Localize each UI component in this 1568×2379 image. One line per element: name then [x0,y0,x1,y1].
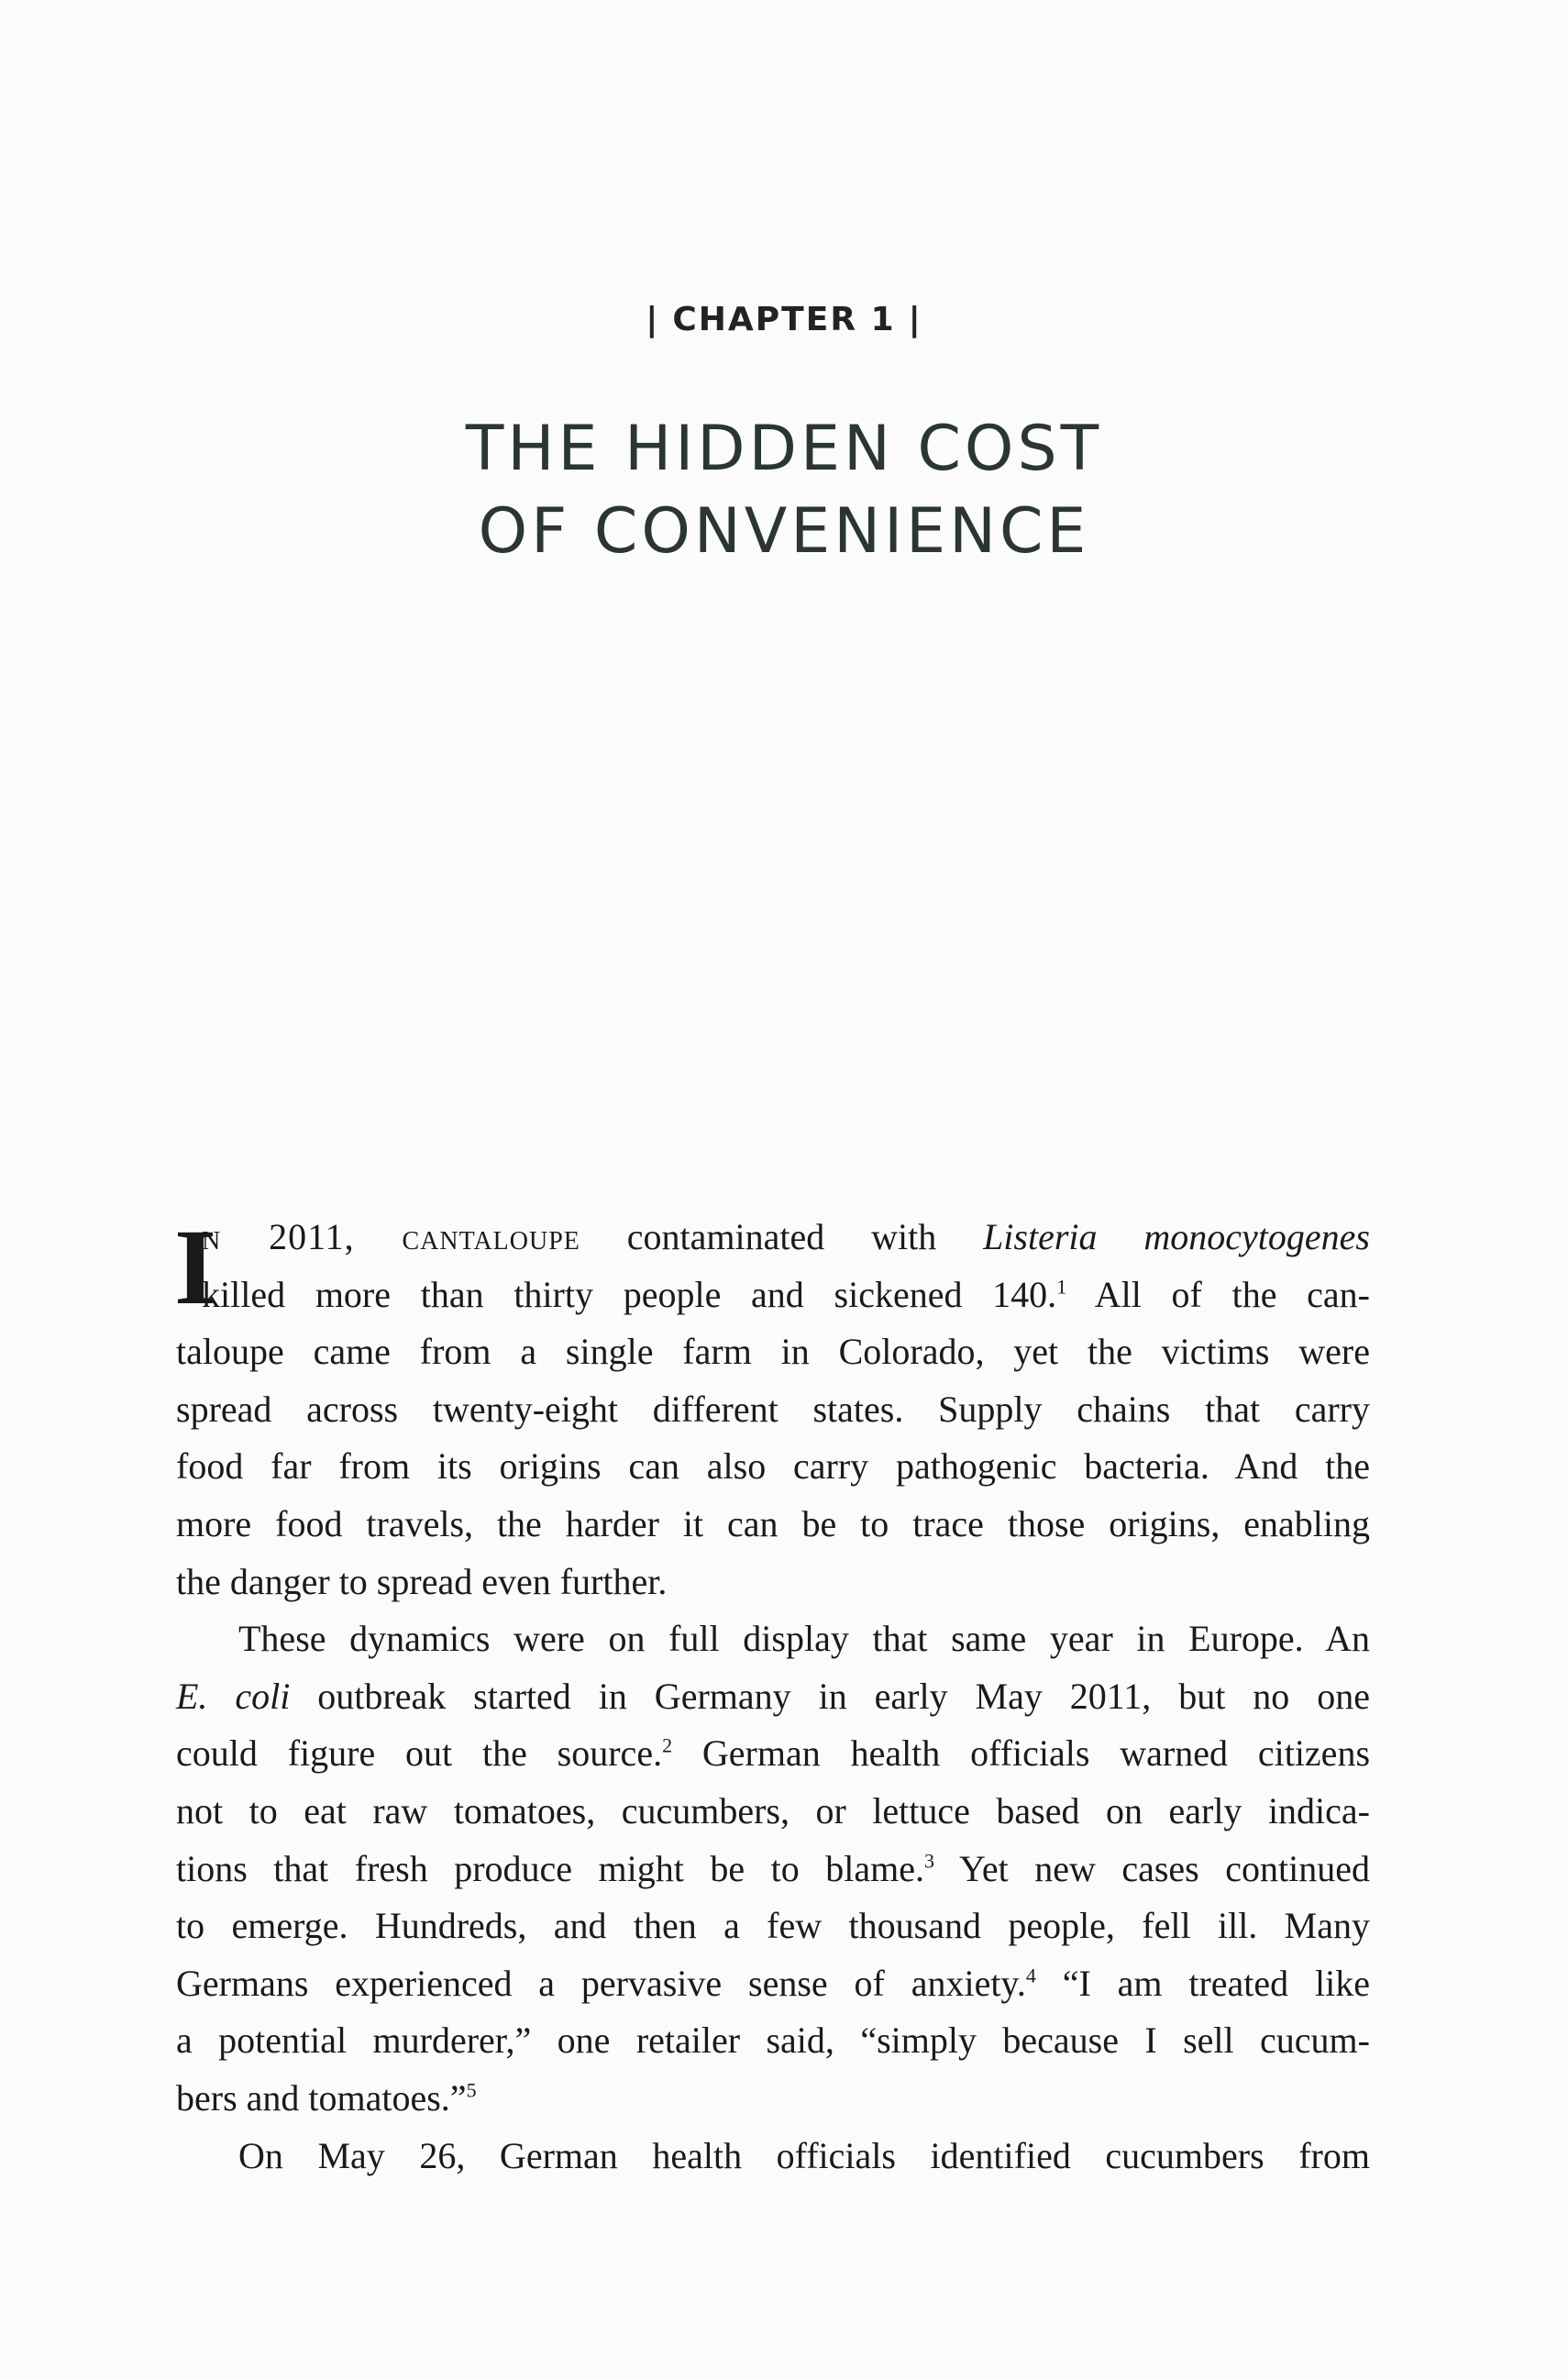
text-line: spread across twenty-eight different states. Supply chains that carry [176,1388,1370,1430]
footnote-ref: 2 [662,1734,673,1758]
text-line: a potential murderer,” one retailer said, “simply because I sell cucum- [176,2019,1370,2062]
chapter-title-line-1: THE HIDDEN COST [465,413,1103,485]
footnote-ref: 5 [466,2078,477,2102]
body-text [176,1209,1370,2185]
text-line: taloupe came from a single farm in Colorado, yet the victims were [176,1331,1370,1373]
text-line: On May 26, German health officials identified cucumbers from [238,2134,1370,2176]
footnote-ref: 3 [923,1849,934,1873]
text-line: E. coli outbreak started in Germany in early May 2011, but no one [176,1675,1370,1717]
text-line: food far from its origins can also carry pathogenic bacteria. And the [176,1445,1370,1488]
text-line: tions that fresh produce might be to blame.$^3$ Yet new cases continued [176,1847,1370,1889]
footnote-ref: 4 [1025,1964,1036,1987]
text-line: Germans experienced a pervasive sense of anxiety.$^4$ “I am treated like [176,1962,1370,2004]
text-line: killed more than thirty people and sickened 140.$^1$ All of the can- [202,1273,1371,1315]
left-bar-ornament: | [646,301,660,338]
drop-cap: I [174,1207,216,1327]
text-line: n 2011, cantaloupe contaminated with Listeria monocytogenes [202,1216,1370,1257]
chapter-label [0,301,1568,338]
text-line: not to eat raw tomatoes, cucumbers, or lettuce based on early indica- [176,1789,1370,1831]
footnote-ref: 1 [1056,1275,1067,1299]
chapter-title [0,408,1568,573]
text-line: could figure out the source.$^2$ German health officials warned citizens [176,1732,1371,1775]
text-line: These dynamics were on full display that same year in Europe. An [238,1618,1370,1660]
chapter-number: CHAPTER 1 [672,301,896,338]
text-line: more food travels, the harder it can be to trace those origins, enabling [176,1502,1370,1544]
text-line: the danger to spread even further. [176,1560,668,1602]
chapter-title-line-2: OF CONVENIENCE [478,495,1090,568]
text-line: to emerge. Hundreds, and then a few thousand people, fell ill. Many [176,1905,1370,1947]
right-bar-ornament: | [908,301,922,338]
text-line: bers and tomatoes.”$^5$ [176,2076,477,2119]
